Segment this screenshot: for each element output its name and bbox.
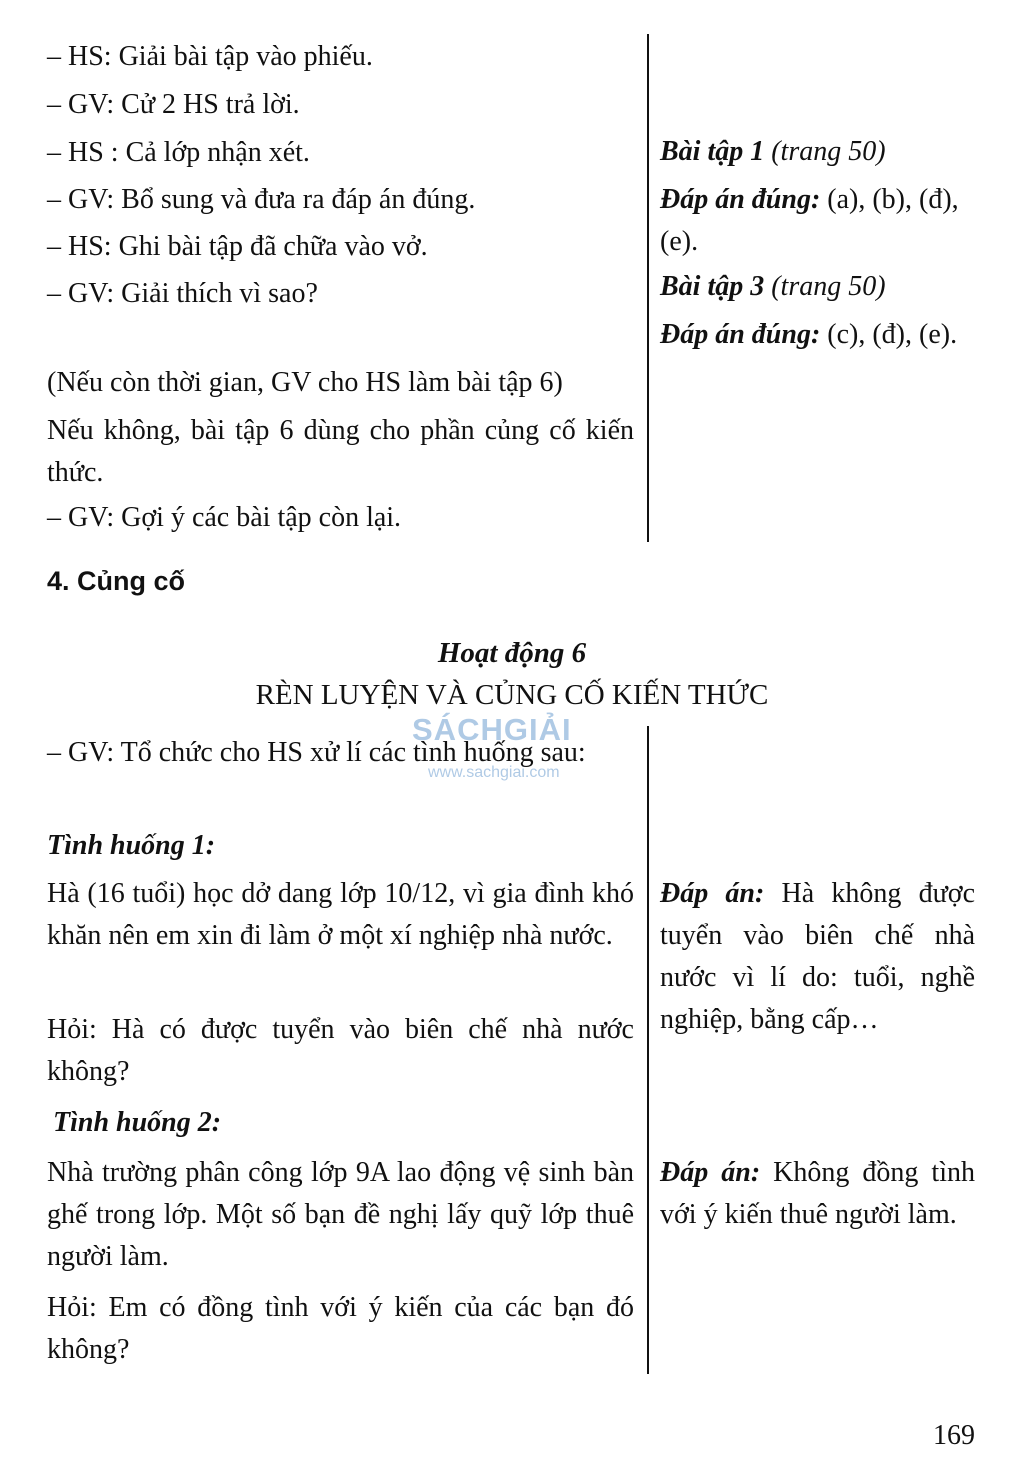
teacher-step-hints: – GV: Gợi ý các bài tập còn lại. (47, 502, 402, 533)
teacher-step-5: – HS: Ghi bài tập đã chữa vào vở. (47, 231, 428, 262)
answer-label: Đáp án: (660, 878, 765, 909)
teacher-step-6: – GV: Giải thích vì sao? (47, 278, 318, 309)
situation-1-question: Hỏi: Hà có được tuyển vào biên chế nhà nước không? (47, 1014, 634, 1087)
exercise-3-answer (660, 314, 957, 356)
situation-1-answer (660, 873, 975, 1041)
situation-2-label: Tình huống 2: (53, 1107, 222, 1138)
answer-label: Đáp án: (660, 1157, 761, 1188)
watermark-url: www.sachgiai.com (428, 764, 560, 781)
exercise-1-label: Bài tập 1 (660, 136, 765, 167)
bottom-column-divider (647, 726, 649, 1374)
activity-title: Hoạt động 6 (437, 637, 587, 669)
teacher-note-time: (Nếu còn thời gian, GV cho HS làm bài tập 6) (47, 367, 563, 398)
situation-1-text: Hà (16 tuổi) học dở dang lớp 10/12, vì gia đình khó khăn nên em xin đi làm ở một xí nghiệp nhà nước. (47, 878, 634, 951)
exercise-3-page: (trang 50) (764, 271, 886, 302)
situation-1-label: Tình huống 1: (47, 830, 216, 861)
situations-intro: – GV: Tổ chức cho HS xử lí các tình huống sau: (47, 737, 586, 768)
section-heading: 4. Củng cố (47, 566, 186, 596)
exercise-3-label: Bài tập 3 (660, 271, 765, 302)
situation-2-text: Nhà trường phân công lớp 9A lao động vệ sinh bàn ghế trong lớp. Một số bạn đề nghị lấy quỹ lớp thuê người làm. (47, 1157, 634, 1272)
situation-2-question: Hỏi: Em có đồng tình với ý kiến của các bạn đó không? (47, 1292, 634, 1365)
exercise-1-answer-value: (a), (b), (đ), (e). (660, 184, 959, 257)
answer-label: Đáp án đúng: (660, 319, 821, 350)
teacher-step-1: – HS: Giải bài tập vào phiếu. (47, 41, 373, 72)
answer-label: Đáp án đúng: (660, 184, 821, 215)
watermark-logo: SÁCHGIẢI (412, 712, 572, 747)
exercise-1-answer (660, 179, 980, 263)
teacher-step-3: – HS : Cả lớp nhận xét. (47, 137, 310, 168)
exercise-3-heading (660, 266, 886, 308)
exercise-3-answer-value: (c), (đ), (e). (820, 319, 958, 350)
page-number: 169 (933, 1420, 975, 1451)
top-column-divider (647, 34, 649, 542)
situation-1-answer-text: Hà không được tuyển vào biên chế nhà nước vì lí do: tuổi, nghề nghiệp, bằng cấp… (660, 878, 975, 1035)
situation-2-answer (660, 1152, 975, 1236)
teacher-note-exercise-6: Nếu không, bài tập 6 dùng cho phần củng cố kiến thức. (47, 415, 634, 488)
teacher-step-4: – GV: Bổ sung và đưa ra đáp án đúng. (47, 184, 476, 215)
teacher-step-2: – GV: Cử 2 HS trả lời. (47, 89, 300, 120)
exercise-1-heading (660, 131, 886, 173)
activity-subtitle: RÈN LUYỆN VÀ CỦNG CỐ KIẾN THỨC (255, 679, 769, 711)
situation-2-answer-text: Không đồng tình với ý kiến thuê người làm. (660, 1157, 975, 1230)
exercise-1-page: (trang 50) (764, 136, 886, 167)
